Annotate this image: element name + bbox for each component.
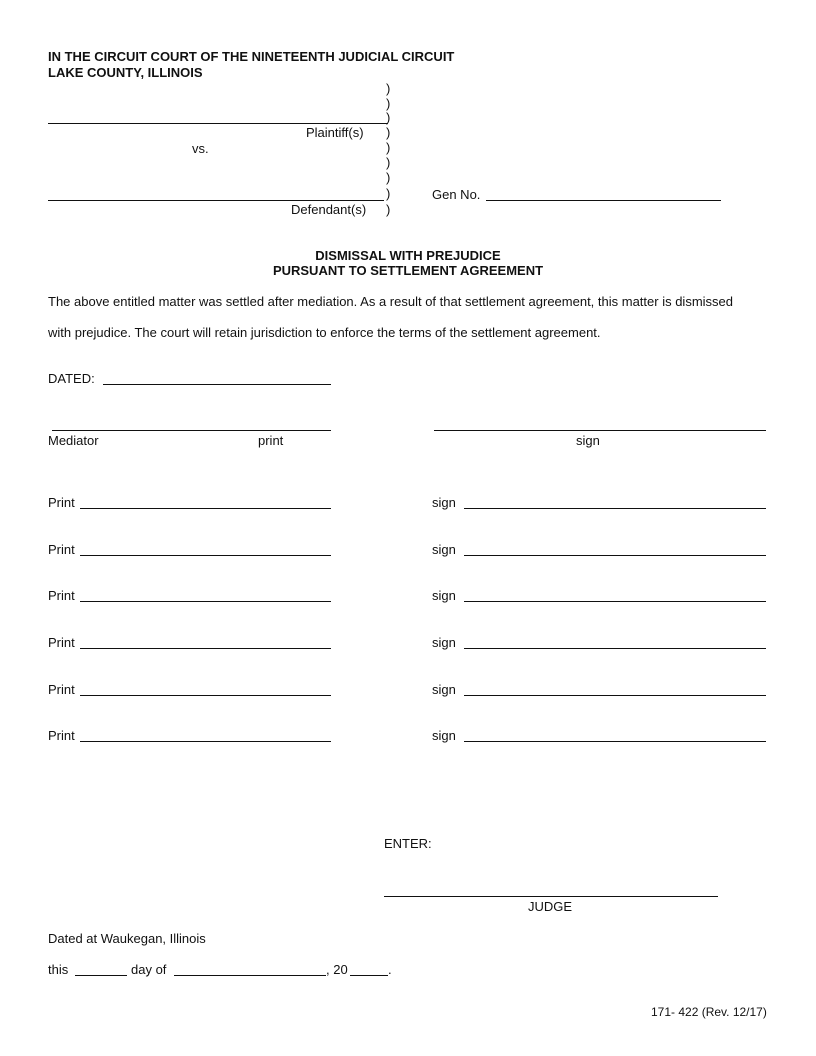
party-sign-label: sign <box>432 728 456 743</box>
caption-paren: ) <box>386 140 391 155</box>
mediator-label: Mediator <box>48 433 99 448</box>
caption-paren: ) <box>386 125 391 140</box>
mediator-print-line[interactable] <box>52 430 331 431</box>
party-sign-line[interactable] <box>464 648 766 649</box>
body-text-line-1: The above entitled matter was settled after mediation. As a result of that settlement agreement, this matter is dismissed <box>48 294 733 309</box>
dated-label: DATED: <box>48 371 95 386</box>
caption-paren: ) <box>386 155 391 170</box>
day-of-label: day of <box>131 962 167 977</box>
judge-label: JUDGE <box>528 899 573 914</box>
body-text-line-2: with prejudice. The court will retain jurisdiction to enforce the terms of the settlement agreement. <box>48 325 601 340</box>
party-sign-line[interactable] <box>464 508 766 509</box>
party-print-label: Print <box>48 495 75 510</box>
party-sign-line[interactable] <box>464 695 766 696</box>
caption-paren: ) <box>386 96 391 111</box>
party-sign-label: sign <box>432 495 456 510</box>
party-print-line[interactable] <box>80 695 331 696</box>
enter-label: ENTER: <box>384 836 432 851</box>
defendant-name-line[interactable] <box>48 200 384 201</box>
party-print-line[interactable] <box>80 648 331 649</box>
mediator-sign-label: sign <box>576 433 600 448</box>
party-sign-label: sign <box>432 635 456 650</box>
caption-paren: ) <box>386 81 391 96</box>
party-print-label: Print <box>48 542 75 557</box>
mediator-print-label: print <box>258 433 284 448</box>
defendant-label: Defendant(s) <box>291 202 367 217</box>
caption-paren: ) <box>386 202 391 217</box>
gen-no-label: Gen No. <box>432 187 481 202</box>
gen-no-field[interactable] <box>486 200 721 201</box>
party-print-line[interactable] <box>80 508 331 509</box>
plaintiff-name-line[interactable] <box>48 123 388 124</box>
party-sign-line[interactable] <box>464 555 766 556</box>
party-print-label: Print <box>48 682 75 697</box>
party-sign-line[interactable] <box>464 601 766 602</box>
party-print-label: Print <box>48 588 75 603</box>
document-subtitle: PURSUANT TO SETTLEMENT AGREEMENT <box>272 263 544 278</box>
dated-field[interactable] <box>103 384 331 385</box>
plaintiff-label: Plaintiff(s) <box>306 125 364 140</box>
document-title: DISMISSAL WITH PREJUDICE <box>315 248 501 263</box>
month-field[interactable] <box>174 975 326 976</box>
mediator-sign-line[interactable] <box>434 430 766 431</box>
party-sign-label: sign <box>432 542 456 557</box>
day-field[interactable] <box>75 975 127 976</box>
party-sign-label: sign <box>432 588 456 603</box>
caption-paren: ) <box>386 186 391 201</box>
party-sign-line[interactable] <box>464 741 766 742</box>
this-label: this <box>48 962 69 977</box>
party-print-line[interactable] <box>80 741 331 742</box>
party-sign-label: sign <box>432 682 456 697</box>
party-print-label: Print <box>48 728 75 743</box>
court-name: IN THE CIRCUIT COURT OF THE NINETEENTH JUDICIAL CIRCUIT <box>48 49 455 64</box>
dated-at-location: Dated at Waukegan, Illinois <box>48 931 206 946</box>
year-period: . <box>388 962 392 977</box>
form-number: 171- 422 (Rev. 12/17) <box>651 1005 767 1019</box>
judge-signature-line[interactable] <box>384 896 718 897</box>
caption-paren: ) <box>386 110 391 125</box>
vs-label: vs. <box>192 141 209 156</box>
year-prefix-label: , 20 <box>326 962 348 977</box>
court-county: LAKE COUNTY, ILLINOIS <box>48 65 203 80</box>
party-print-line[interactable] <box>80 601 331 602</box>
caption-paren: ) <box>386 170 391 185</box>
party-print-line[interactable] <box>80 555 331 556</box>
year-field[interactable] <box>350 975 388 976</box>
party-print-label: Print <box>48 635 75 650</box>
